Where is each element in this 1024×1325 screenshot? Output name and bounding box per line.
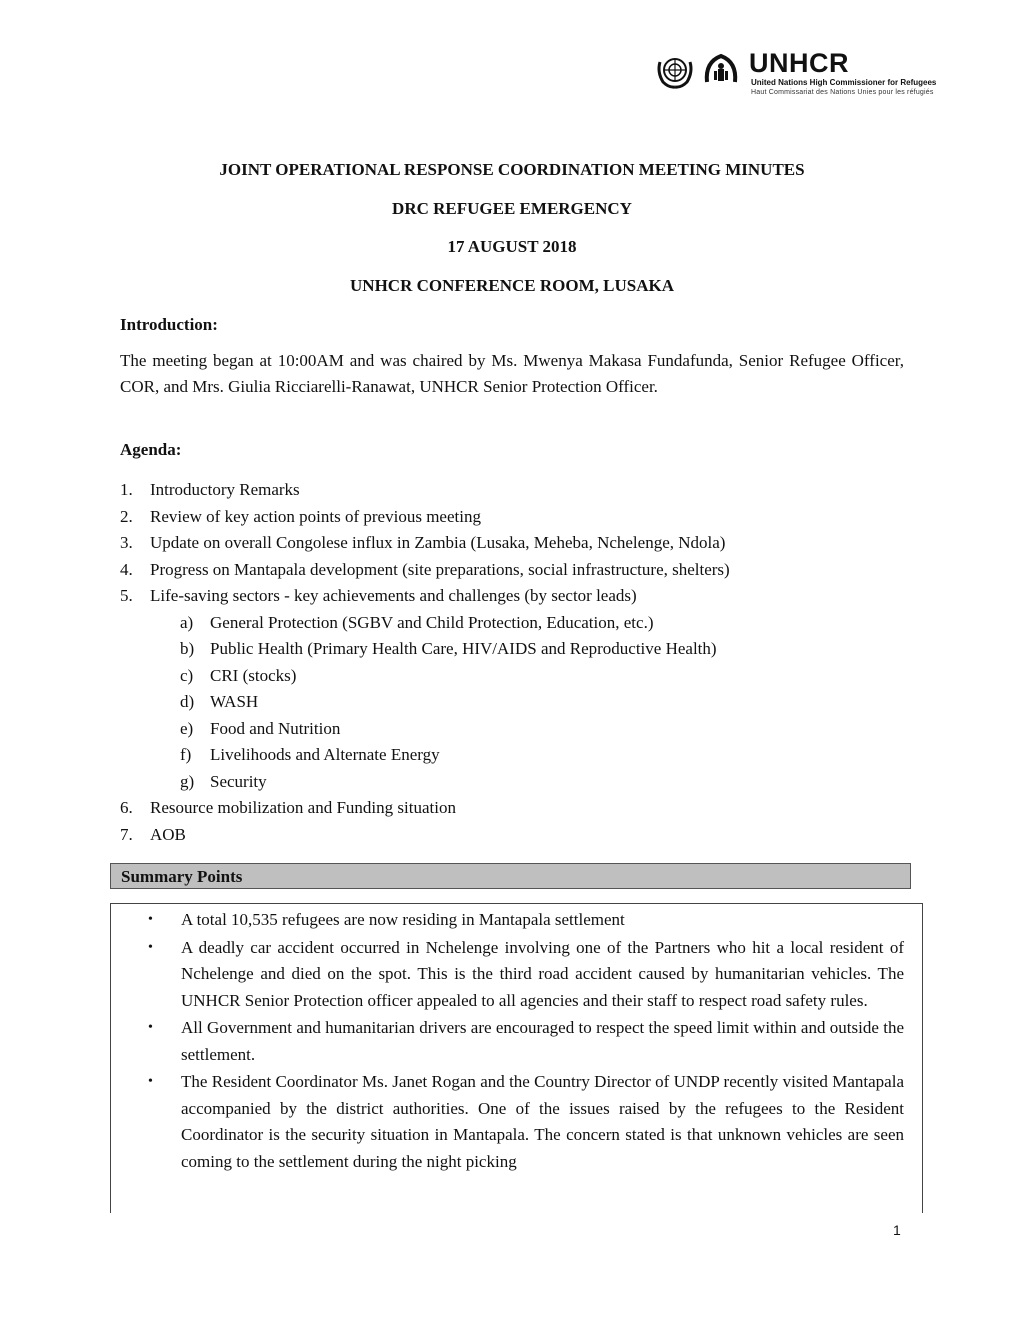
summary-points-list <box>140 907 904 1176</box>
meeting-date: 17 AUGUST 2018 <box>447 237 577 256</box>
summary-point: • A total 10,535 refugees are now residing in Mantapala settlement <box>140 907 904 934</box>
summary-point: • A deadly car accident occurred in Nchelenge involving one of the Partners who hit a local resident of Nchelenge and died on the spot. This is the third road accident caused by humanitarian vehicles. The UNHCR Senior Protection officer appealed to all agencies and their staff to respect road safety rules. <box>140 935 904 1015</box>
unhcr-logo <box>655 50 967 100</box>
agenda-subitem: e) Food and Nutrition <box>180 718 341 738</box>
agenda-item: 5. Life-saving sectors - key achievements and challenges (by sector leads) <box>120 586 637 605</box>
agenda-item: 3. Update on overall Congolese influx in Zambia (Lusaka, Meheba, Nchelenge, Ndola) <box>120 533 726 552</box>
summary-point: • The Resident Coordinator Ms. Janet Rogan and the Country Director of UNDP recently visited Mantapala accompanied by the district authorities. One of the issues raised by the refugees to the Resident Coordinator is the security situation in Mantapala. The concern stated is that unknown vehicles are seen coming to the settlement during the night picking <box>140 1069 904 1175</box>
unhcr-wordmark: UNHCR <box>749 48 849 78</box>
agenda-list <box>120 477 920 848</box>
summary-point: • All Government and humanitarian drivers are encouraged to respect the speed limit within and outside the settlement. <box>140 1015 904 1068</box>
logo-tagline-en: United Nations High Commissioner for Refugees <box>751 78 937 87</box>
page-number: 1 <box>893 1222 901 1238</box>
meeting-venue: UNHCR CONFERENCE ROOM, LUSAKA <box>350 276 674 295</box>
agenda-item: 4. Progress on Mantapala development (site preparations, social infrastructure, shelters) <box>120 559 730 579</box>
bullet-icon: • <box>148 939 153 955</box>
agenda-item: 7. AOB <box>120 824 186 844</box>
agenda-subitem: d) WASH <box>180 692 259 711</box>
logo-tagline-fr: Haut Commissariat des Nations Unies pour les réfugiés <box>751 89 934 96</box>
bullet-icon: • <box>148 1020 153 1035</box>
hcr-emblem-icon <box>701 52 741 90</box>
agenda-subitem: f) Livelihoods and Alternate Energy <box>180 745 440 764</box>
agenda-subitem: b) Public Health (Primary Health Care, HIV/AIDS and Reproductive Health) <box>180 639 717 658</box>
document-title: JOINT OPERATIONAL RESPONSE COORDINATION MEETING MINUTES <box>219 160 805 179</box>
agenda-item: 6. Resource mobilization and Funding situation <box>120 798 456 817</box>
summary-points-header: Summary Points <box>110 863 911 889</box>
agenda-label: Agenda: <box>120 440 182 459</box>
agenda-subitem: g) Security <box>180 771 267 791</box>
introduction-label: Introduction: <box>120 315 218 334</box>
un-emblem-icon <box>655 52 695 90</box>
introduction-text: The meeting began at 10:00AM and was chaired by Ms. Mwenya Makasa Fundafunda, Senior Refugee Officer, COR, and Mrs. Giulia Ricciarelli-Ranawat, UNHCR Senior Protection Officer. <box>120 351 904 396</box>
agenda-subitem: a) General Protection (SGBV and Child Protection, Education, etc.) <box>180 612 654 632</box>
agenda-item: 1. Introductory Remarks <box>120 480 300 499</box>
document-subtitle: DRC REFUGEE EMERGENCY <box>392 199 632 218</box>
bullet-icon: • <box>148 912 153 927</box>
agenda-subitem: c) CRI (stocks) <box>180 665 297 685</box>
agenda-item: 2. Review of key action points of previous meeting <box>120 506 481 526</box>
bullet-icon: • <box>148 1074 153 1089</box>
